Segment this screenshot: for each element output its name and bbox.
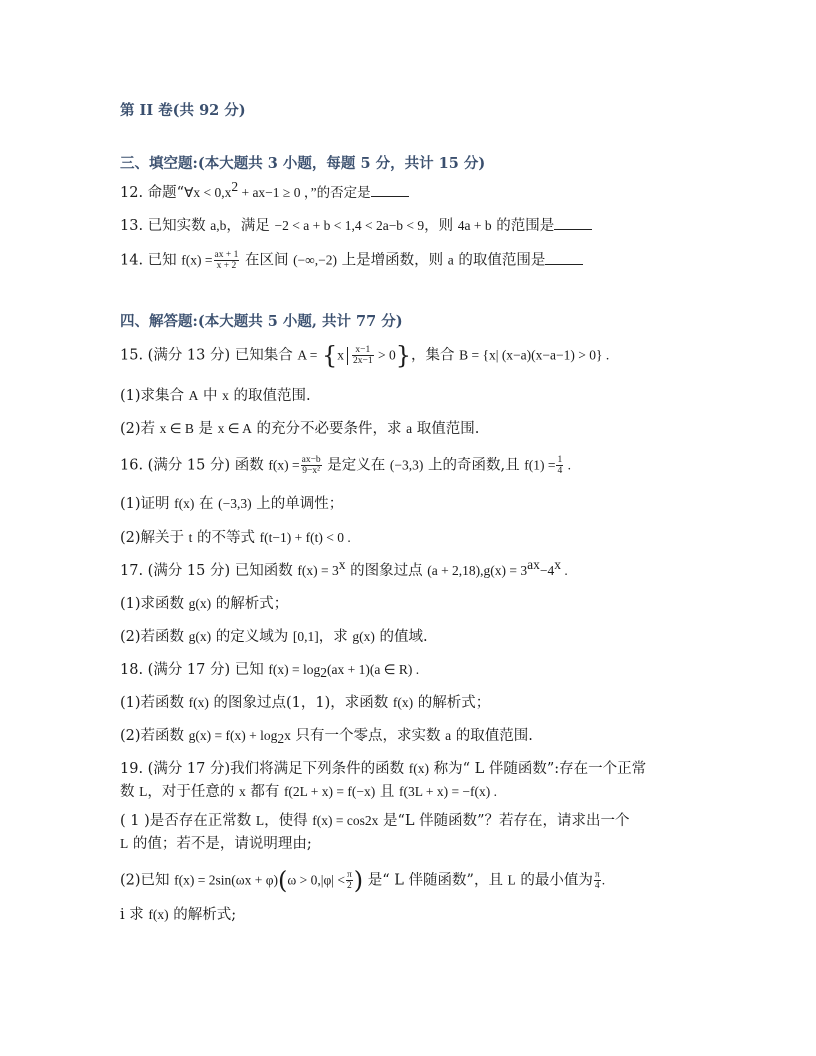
question-19-part-2: (2)已知 f(x) = 2sin(ωx + φ)(ω > 0,|φ| < $\frac{\pi}{2}$ ) 是“ L 伴随函数”，且 L 的最小值为 $\frac{\pi}{4}$ . — [120, 866, 606, 895]
q13-text: 13. 已知实数 — [120, 218, 211, 234]
q13-text-2: ，满足 — [226, 218, 275, 234]
section-3-title: 三、填空题:(本大题共 3 小题，每题 5 分，共计 15 分) — [120, 155, 486, 172]
q13-math-3: 4a + b — [457, 218, 492, 233]
q14-math-2: (−∞,−2) — [293, 252, 338, 268]
question-12 — [120, 179, 409, 202]
section-2-title: 第 II 卷(共 92 分) — [120, 102, 246, 119]
answer-blank[interactable] — [545, 252, 583, 265]
q15-math: A = — [297, 347, 318, 363]
q14-text-2: 在区间 — [240, 252, 294, 269]
question-18-part-1: (1)若函数 f(x) 的图象过点(1，1)，求函数 f(x) 的解析式； — [120, 695, 491, 711]
q12-sup: 2 — [231, 179, 239, 194]
q15-math-2: B = {x| (x−a)(x−a−1) > 0} — [459, 347, 603, 363]
question-13 — [120, 217, 592, 235]
question-19-part-2-i: ⅰ 求 f(x) 的解析式; — [120, 907, 237, 923]
q13-math-2: −2 < a + b < 1,4 < 2a−b < 9 — [274, 218, 425, 233]
section-4-title: 四、解答题:(本大题共 5 小题, 共计 77 分) — [120, 313, 403, 330]
q14-math: f(x) = — [181, 252, 213, 268]
answer-blank[interactable] — [371, 184, 409, 197]
q14-text-4: 的取值范围是 — [453, 252, 546, 269]
q15-text-2: ，集合 — [411, 347, 460, 364]
question-17-part-1: (1)求函数 g(x) 的解析式； — [120, 596, 289, 612]
q12-math: ∀x < 0,x — [184, 185, 232, 200]
q14-text: 14. 已知 — [120, 252, 182, 269]
question-16: 16. (满分 15 分) 函数 f(x) = $\frac{ax-b}{\text{9−x²}}$ 是定义在 (−3,3) 上的奇函数,且 f(1) = $\frac{1}{4}$ . — [120, 455, 571, 476]
question-15: 15. (满分 13 分) 已知集合 A = {x $\frac{x-1}{2x-1}$ > 0}，集合 B = {x| (x−a)(x−a−1) > 0} . — [120, 341, 610, 370]
q14-fraction: $\frac{ax + 1}{x + 2}$ — [214, 250, 239, 271]
question-15-part-1: (1)求集合 A 中 x 的取值范围. — [120, 388, 311, 404]
q13-math: a,b — [210, 218, 227, 233]
q13-text-3: ，则 — [424, 218, 458, 234]
q15-text: 15. (满分 13 分) 已知集合 — [120, 347, 298, 364]
question-16-part-1: (1)证明 f(x) 在 (−3,3) 上的单调性； — [120, 496, 344, 512]
question-17-part-2: (2)若函数 g(x) 的定义域为 [0,1]，求 g(x) 的值域. — [120, 629, 428, 645]
question-14 — [120, 250, 583, 271]
answer-blank[interactable] — [554, 217, 592, 230]
question-15-part-2: (2)若 x ∈ B 是 x ∈ A 的充分不必要条件，求 a 取值范围. — [120, 421, 480, 437]
q19-fraction: $\frac{\pi}{2}$ — [346, 870, 352, 891]
question-19-part-1: ( 1 )是否存在正常数 L，使得 f(x) = cos2x 是“L 伴随函数”？若存在，请求出一个 — [120, 813, 630, 829]
q16-fraction-2: $\frac{1}{4}$ — [557, 455, 563, 476]
question-19-part-1-line-2: L 的值；若不是，请说明理由; — [120, 836, 312, 852]
q12-math-2: + ax−1 ≥ 0 ，”的否定是 — [238, 185, 371, 200]
question-19-line-2: 数 L，对于任意的 x 都有 f(2L + x) = f(−x) 且 f(3L + x) = −f(x) . — [120, 784, 498, 800]
question-19: 19. (满分 17 分)我们将满足下列条件的函数 f(x) 称为“ L 伴随函数”:存在一个正常 — [120, 761, 647, 777]
q14-text-3: 上是增函数，则 — [337, 252, 448, 269]
q16-fraction: $\frac{ax-b}{\text{9−x²}}$ — [301, 455, 321, 476]
q14-math-3: a — [447, 252, 454, 268]
q15-fraction: $\frac{x-1}{2x-1}$ — [353, 345, 373, 366]
question-18-part-2: (2)若函数 $g(x) = f(x) + \log_2x$ 只有一个零点，求实数 a 的取值范围. — [120, 728, 533, 746]
question-18: 18. (满分 17 分) 已知 $f(x) = \log_2(ax + 1)(a$ ∈ R) . — [120, 662, 420, 680]
q13-text-4: 的范围是 — [491, 218, 555, 234]
q19-fraction-2: $\frac{\pi}{4}$ — [594, 870, 600, 891]
question-16-part-2: (2)解关于 t 的不等式 f(t−1) + f(t) < 0 . — [120, 530, 351, 546]
q12-text: 12. 命题“ — [120, 185, 185, 201]
question-17: 17. (满分 15 分) 已知函数 $f(x) = 3^x$ 的图象过点 $(a + 2,18),g(x) = 3^{ax}-4^x$ . — [120, 557, 568, 579]
